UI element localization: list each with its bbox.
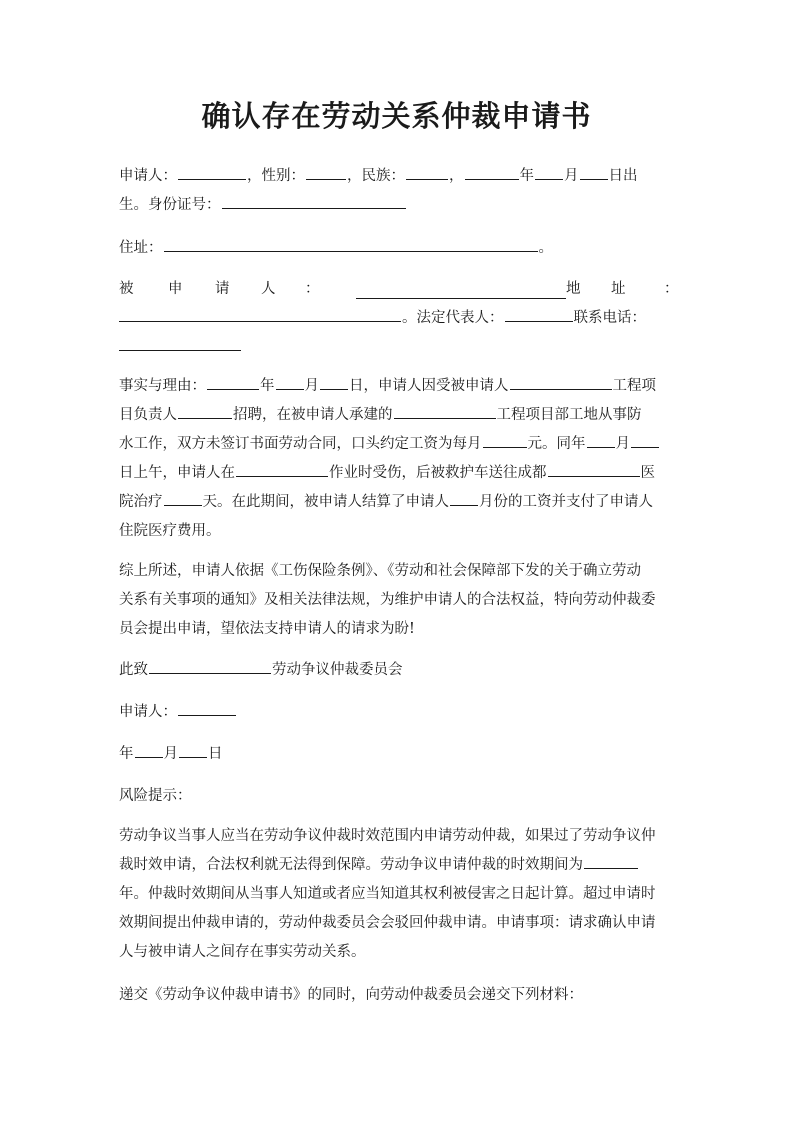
respondent-char-4: 人 bbox=[261, 281, 276, 297]
wage-blank bbox=[483, 430, 527, 448]
birth-month-blank bbox=[535, 162, 563, 180]
risk-label-section bbox=[119, 782, 675, 811]
risk-text: 裁时效申请，合法权利就无法得到保障。劳动争议申请仲裁的时效期间为 bbox=[119, 857, 583, 873]
date-day-blank bbox=[179, 740, 207, 758]
signature-label: 申请人： bbox=[119, 704, 177, 720]
respondent-colon: ： bbox=[305, 281, 320, 297]
risk-line-4: 效期间提出仲裁申请的，劳动仲裁委员会会驳回仲裁申请。申请事项：请求确认申请 bbox=[119, 915, 656, 931]
injury-month-blank bbox=[587, 430, 615, 448]
date-day: 日 bbox=[208, 746, 223, 762]
summary-section bbox=[119, 557, 675, 644]
gender-label: ，性别： bbox=[247, 168, 305, 184]
facts-line-2 bbox=[119, 401, 675, 430]
summary-line-1: 综上所述，申请人依据《工伤保险条例》、《劳动和社会保障部下发的关于确立劳动 bbox=[119, 563, 641, 579]
facts-text: 作业时受伤，后被救护车送往成都 bbox=[329, 465, 547, 481]
address-section bbox=[119, 234, 675, 263]
signature-section bbox=[119, 698, 675, 727]
facts-text: 日上午，申请人在 bbox=[119, 465, 235, 481]
respondent-line-1 bbox=[119, 275, 679, 304]
facts-line-4 bbox=[119, 459, 675, 488]
address-label: 住址： bbox=[119, 240, 163, 256]
ethnicity-blank bbox=[406, 162, 448, 180]
facts-month: 月 bbox=[304, 378, 319, 394]
respondent-line-2 bbox=[119, 304, 675, 333]
applicant-section bbox=[119, 162, 675, 220]
respondent-name-blank bbox=[356, 281, 566, 299]
respondent-char-3: 请 bbox=[215, 281, 230, 297]
respondent-char-2: 申 bbox=[168, 281, 183, 297]
facts-text: 招聘，在被申请人承建的 bbox=[233, 407, 393, 423]
facts-text: 院治疗 bbox=[119, 494, 163, 510]
month-label: 月 bbox=[564, 168, 579, 184]
facts-year-blank bbox=[207, 372, 259, 390]
facts-text: 日，申请人因受被申请人 bbox=[349, 378, 509, 394]
applicant-line-1 bbox=[119, 162, 675, 191]
risk-line-2 bbox=[119, 851, 675, 880]
summary-line-3: 员会提出申请，望依法支持申请人的请求为盼! bbox=[119, 621, 415, 637]
respondent-address-char-1: 地 bbox=[566, 281, 581, 297]
id-number-blank bbox=[222, 191, 406, 209]
respondent-address-colon: ： bbox=[664, 281, 679, 297]
facts-day-blank bbox=[320, 372, 348, 390]
applicant-label: 申请人： bbox=[119, 168, 177, 184]
risk-label: 风险提示： bbox=[119, 788, 192, 804]
facts-text: 月 bbox=[615, 436, 630, 452]
facts-text: 医 bbox=[640, 465, 655, 481]
date-month: 月 bbox=[163, 746, 178, 762]
phone-label: 联系电话： bbox=[573, 310, 646, 326]
closing-line bbox=[119, 656, 675, 685]
closing-prefix: 此致 bbox=[119, 662, 148, 678]
facts-line-5 bbox=[119, 488, 675, 517]
gender-blank bbox=[306, 162, 346, 180]
applicant-line-2 bbox=[119, 191, 675, 220]
wage-month-blank bbox=[450, 488, 478, 506]
date-line bbox=[119, 740, 675, 769]
facts-line-6: 住院医疗费用。 bbox=[119, 523, 221, 539]
facts-line-1 bbox=[119, 372, 675, 401]
respondent-address-char-2: 址 bbox=[611, 281, 626, 297]
facts-year: 年 bbox=[260, 378, 275, 394]
respondent-line-3 bbox=[119, 333, 675, 362]
day-label: 日出 bbox=[608, 168, 638, 184]
work-location-blank bbox=[236, 459, 328, 477]
address-blank bbox=[164, 234, 538, 252]
year-label: 年 bbox=[519, 168, 534, 184]
facts-text: 工程项 bbox=[612, 378, 656, 394]
signature-blank bbox=[178, 698, 236, 716]
date-year: 年 bbox=[119, 746, 134, 762]
project-blank bbox=[394, 401, 496, 419]
risk-line-1: 劳动争议当事人应当在劳动争议仲裁时效范围内申请劳动仲裁，如果过了劳动争议仲 bbox=[119, 828, 656, 844]
address-line bbox=[119, 234, 675, 263]
project-manager-blank bbox=[178, 401, 232, 419]
risk-section bbox=[119, 822, 675, 967]
materials-intro: 递交《劳动争议仲裁申请书》的同时，向劳动仲裁委员会递交下列材料： bbox=[119, 987, 583, 1003]
applicant-name-blank bbox=[178, 162, 246, 180]
id-number-label: 生。身份证号： bbox=[119, 197, 221, 213]
hospital-blank bbox=[548, 459, 640, 477]
birth-year-blank bbox=[465, 162, 519, 180]
document-title: 确认存在劳动关系仲裁申请书 bbox=[201, 99, 592, 133]
facts-section bbox=[119, 372, 675, 546]
risk-text: 年。 bbox=[119, 886, 148, 902]
closing-section bbox=[119, 656, 675, 685]
facts-text: 目负责人 bbox=[119, 407, 177, 423]
facts-text: 月份的工资并支付了申请人 bbox=[479, 494, 653, 510]
facts-text: 工程项目部工地从事防 bbox=[496, 407, 642, 423]
facts-line-3 bbox=[119, 430, 675, 459]
risk-text: 仲裁时效期间从当事人知道或者应当知道其权利被侵害之日起计算。超过申请时 bbox=[148, 886, 656, 902]
legal-rep-blank bbox=[505, 304, 573, 322]
facts-text: 天。在此期间，被申请人结算了申请人 bbox=[202, 494, 449, 510]
facts-month-blank bbox=[276, 372, 304, 390]
facts-label: 事实与理由： bbox=[119, 378, 206, 394]
risk-line-5: 人与被申请人之间存在事实劳动关系。 bbox=[119, 944, 366, 960]
signature-line bbox=[119, 698, 675, 727]
limitation-period-blank bbox=[584, 851, 638, 869]
ethnicity-label: ，民族： bbox=[347, 168, 405, 184]
comma: ， bbox=[449, 168, 464, 184]
date-section bbox=[119, 740, 675, 769]
phone-blank bbox=[119, 333, 241, 351]
summary-line-2: 关系有关事项的通知》及相关法律法规，为维护申请人的合法权益，特向劳动仲裁委 bbox=[119, 592, 656, 608]
materials-section bbox=[119, 981, 675, 1010]
risk-line-3 bbox=[119, 880, 675, 909]
injury-day-blank bbox=[631, 430, 659, 448]
respondent-char-1: 被 bbox=[119, 281, 134, 297]
date-month-blank bbox=[135, 740, 163, 758]
project-name-blank bbox=[510, 372, 612, 390]
respondent-address-blank bbox=[119, 304, 401, 322]
committee-blank bbox=[149, 656, 271, 674]
facts-text: 水工作，双方未签订书面劳动合同，口头约定工资为每月 bbox=[119, 436, 482, 452]
facts-text: 元。同年 bbox=[527, 436, 586, 452]
legal-rep-label: 。法定代表人： bbox=[402, 310, 504, 326]
birth-day-blank bbox=[580, 162, 608, 180]
period: 。 bbox=[538, 240, 553, 256]
treatment-days-blank bbox=[164, 488, 202, 506]
respondent-section bbox=[119, 275, 679, 362]
committee-label: 劳动争议仲裁委员会 bbox=[272, 662, 403, 678]
